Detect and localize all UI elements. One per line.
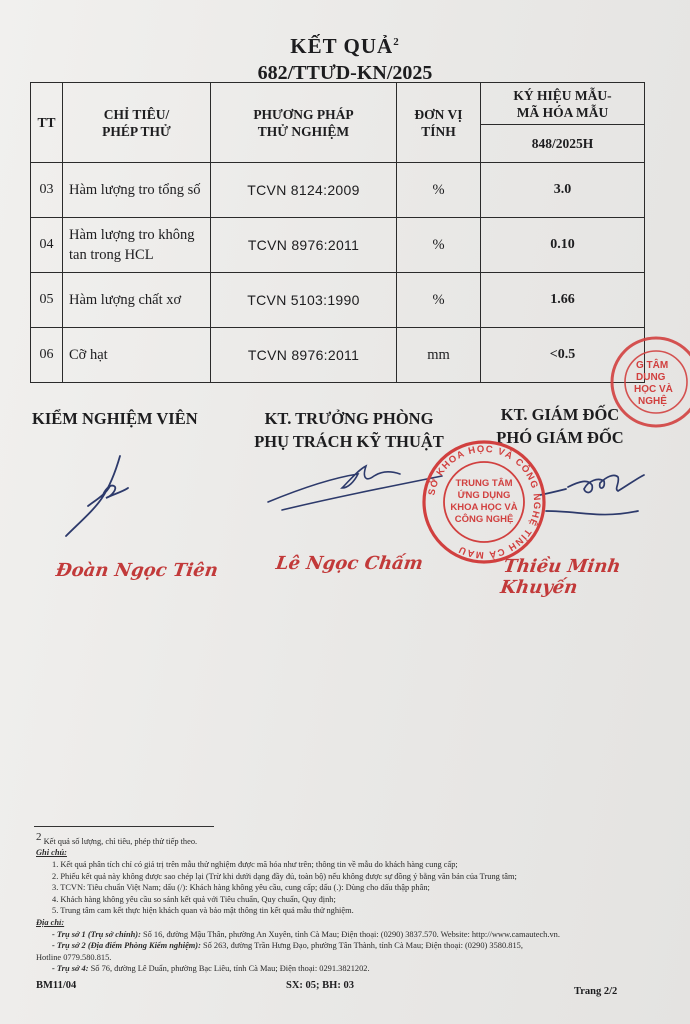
director-title: KT. GIÁM ĐỐC PHÓ GIÁM ĐỐC bbox=[496, 405, 624, 447]
address-2: - Trụ sở 2 (Địa điểm Phòng Kiểm nghiệm): Số 263, đường Trần Hưng Đạo, phường Tân Thành, tỉnh Cà Mau; Điện thoại: (0290) 3580.815, bbox=[52, 941, 523, 951]
tester-title: KIỂM NGHIỆM VIÊN bbox=[32, 409, 198, 428]
table-row bbox=[31, 328, 645, 383]
row-tt: 03 bbox=[31, 163, 63, 218]
col-header-unit: ĐƠN VỊ TÍNH bbox=[397, 83, 481, 163]
row-tt: 06 bbox=[31, 328, 63, 383]
note-item: 5. Trung tâm cam kết thực hiện khách quan và bảo mật thông tin kết quả mẫu thử nghiệm. bbox=[52, 906, 354, 916]
row-result: 0.10 bbox=[481, 218, 645, 273]
page-number: Trang 2/2 bbox=[574, 986, 618, 997]
svg-text:CÔNG NGHỆ: CÔNG NGHỆ bbox=[454, 514, 514, 525]
director-name: Thiều Minh Khuyến bbox=[499, 556, 623, 598]
svg-text:HỌC VÀ: HỌC VÀ bbox=[634, 384, 673, 395]
director-signature bbox=[540, 455, 660, 535]
head-name: Lê Ngọc Chấm bbox=[274, 553, 425, 574]
row-indicator: Hàm lượng tro tổng số bbox=[63, 163, 211, 218]
form-code: BM11/04 bbox=[36, 980, 77, 991]
footer-notes bbox=[36, 832, 656, 975]
svg-text:DUNG: DUNG bbox=[636, 372, 666, 383]
row-unit: % bbox=[397, 273, 481, 328]
note-item: 2. Phiếu kết quả này không được sao chép lại (Trừ khi dưới dạng đầy đủ, toàn bộ) nếu không được sự đồng ý bằng văn bản của Trung tâm; bbox=[52, 871, 517, 881]
tester-name: Đoàn Ngọc Tiên bbox=[54, 560, 220, 581]
row-method: TCVN 8976:2011 bbox=[211, 328, 397, 383]
footnote-divider bbox=[34, 826, 214, 827]
page-title: KẾT QUẢ$^2$ bbox=[290, 34, 400, 58]
row-method: TCVN 8976:2011 bbox=[211, 218, 397, 273]
row-result: <0.5 bbox=[481, 328, 645, 383]
row-indicator: Cỡ hạt bbox=[63, 328, 211, 383]
row-tt: 05 bbox=[31, 273, 63, 328]
svg-text:ỨNG DỤNG: ỨNG DỤNG bbox=[457, 490, 511, 501]
svg-text:TRUNG TÂM: TRUNG TÂM bbox=[455, 478, 513, 489]
svg-text:KHOA HỌC VÀ: KHOA HỌC VÀ bbox=[450, 502, 518, 513]
row-method: TCVN 8124:2009 bbox=[211, 163, 397, 218]
address-label: Địa chỉ: bbox=[36, 917, 65, 927]
head-title: KT. TRƯỞNG PHÒNG PHỤ TRÁCH KỸ THUẬT bbox=[254, 409, 444, 451]
row-result: 3.0 bbox=[481, 163, 645, 218]
col-header-method: PHƯƠNG PHÁP THỬ NGHIỆM bbox=[211, 83, 397, 163]
row-indicator: Hàm lượng tro không tan trong HCL bbox=[63, 218, 211, 273]
col-header-tt: TT bbox=[31, 83, 63, 163]
row-unit: % bbox=[397, 163, 481, 218]
row-method: TCVN 5103:1990 bbox=[211, 273, 397, 328]
row-tt: 04 bbox=[31, 218, 63, 273]
col-header-indicator: CHỈ TIÊU/ PHÉP THỬ bbox=[63, 83, 211, 163]
svg-text:G TÂM: G TÂM bbox=[636, 360, 669, 371]
col-header-sample: KÝ HIỆU MẪU- MÃ HÓA MẪU bbox=[481, 83, 645, 125]
svg-text:NGHỆ: NGHỆ bbox=[638, 396, 667, 407]
address-2-hotline: Hotline 0779.580.815. bbox=[36, 952, 112, 962]
row-result: 1.66 bbox=[481, 273, 645, 328]
footnote: $^2$ Kết quả số lượng, chỉ tiêu, phép thử tiếp theo. bbox=[36, 831, 198, 846]
results-table bbox=[30, 82, 645, 383]
note-item: 4. Khách hàng không yêu cầu so sánh kết quả với Tiêu chuẩn, Quy chuẩn, Quy định; bbox=[52, 894, 336, 904]
table-row bbox=[31, 163, 645, 218]
document-number: 682/TTƯD-KN/2025 bbox=[257, 62, 433, 84]
notes-label: Ghi chú: bbox=[36, 848, 67, 858]
tester-signature bbox=[58, 450, 138, 540]
table-row bbox=[31, 273, 645, 328]
row-unit: mm bbox=[397, 328, 481, 383]
table-row bbox=[31, 218, 645, 273]
row-unit: % bbox=[397, 218, 481, 273]
sample-code: 848/2025H bbox=[481, 125, 645, 163]
note-item: 1. Kết quả phân tích chỉ có giá trị trên mẫu thử nghiệm được mã hóa như trên; thông tin về mẫu do khách hàng cung cấp; bbox=[52, 859, 458, 869]
row-indicator: Hàm lượng chất xơ bbox=[63, 273, 211, 328]
edition: SX: 05; BH: 03 bbox=[286, 980, 354, 991]
address-4: - Trụ sở 4: Số 76, đường Lê Duẩn, phường Bạc Liêu, tỉnh Cà Mau; Điện thoại: 0291.3821202. bbox=[52, 964, 370, 974]
svg-text:SỞ KHOA HỌC VÀ CÔNG NGHỆ TỈNH: SỞ KHOA HỌC VÀ CÔNG NGHỆ TỈNH CÀ MAU bbox=[426, 443, 543, 561]
organization-stamp bbox=[420, 438, 548, 566]
address-1: - Trụ sở 1 (Trụ sở chính): Số 16, đường Mậu Thân, phường An Xuyên, tỉnh Cà Mau; Điện thoại: (0290) 3837.570. Website: http://www.camautech.vn. bbox=[52, 929, 560, 939]
note-item: 3. TCVN: Tiêu chuẩn Việt Nam; dấu (/): Khách hàng không yêu cầu, cung cấp; dấu (.): Dùng cho dấu thập phân; bbox=[52, 883, 430, 893]
